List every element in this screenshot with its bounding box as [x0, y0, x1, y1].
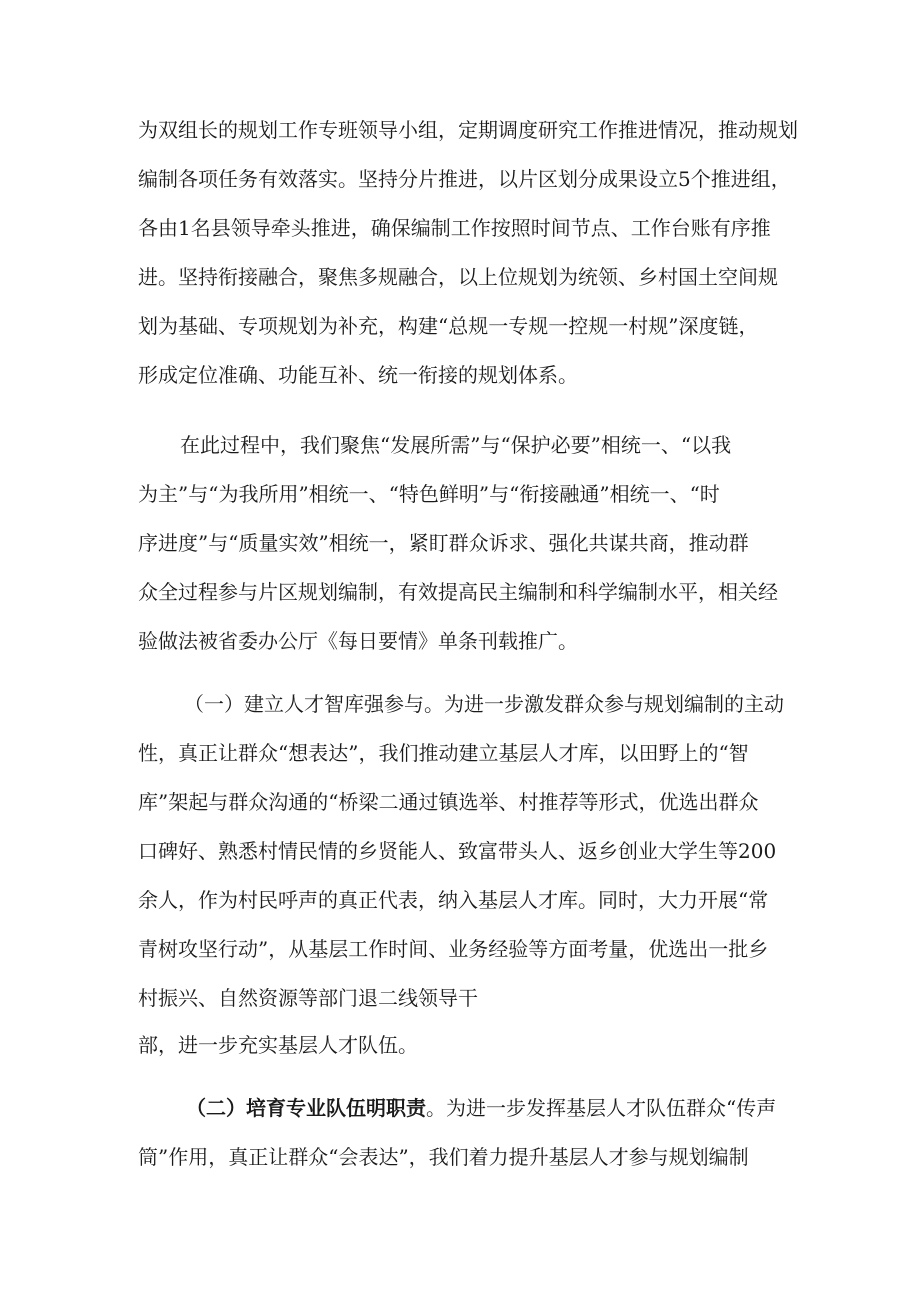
- text-line: 为双组长的规划工作专班领导小组，定期调度研究工作推进情况，推动规划: [138, 118, 798, 142]
- text-line: （一）建立人才智库强参与。为进一步激发群众参与规划编制的主动: [184, 692, 784, 716]
- text-line: 村振兴、自然资源等部门退二线领导干: [138, 986, 478, 1010]
- text-line: 口碑好、熟悉村情民情的乡贤能人、致富带头人、返乡创业大学生等200: [138, 839, 777, 863]
- text-line: 青树攻坚行动”，从基层工作时间、业务经验等方面考量，优选出一批乡: [138, 937, 769, 961]
- text-line: 筒”作用，真正让群众“会表达”，我们着力提升基层人才参与规划编制: [138, 1145, 749, 1169]
- text-line: 库”架起与群众沟通的“桥梁二通过镇选举、村推荐等形式，优选出群众: [138, 790, 759, 814]
- text-line: 编制各项任务有效落实。坚持分片推进，以片区划分成果设立5个推进组，: [138, 167, 791, 191]
- heading-continuation: 。为进一步发挥基层人才队伍群众“传声: [426, 1096, 777, 1120]
- text-line: 序进度”与“质量实效”相统一，紧盯群众诉求、强化共谋共商，推动群: [138, 531, 749, 555]
- text-line: 余人，作为村民呼声的真正代表，纳入基层人才库。同时，大力开展“常: [138, 888, 769, 912]
- section-heading: （二）培育专业队伍明职责: [186, 1096, 426, 1120]
- text-line: 性，真正让群众“想表达”，我们推动建立基层人才库，以田野上的“智: [138, 741, 749, 765]
- text-line: 在此过程中，我们聚焦“发展所需”与“保护必要”相统一、“以我: [180, 433, 732, 457]
- text-line: 各由1名县领导牵头推进，确保编制工作按照时间节点、工作台账有序推: [138, 216, 771, 240]
- text-line: 部，进一步充实基层人才队伍。: [138, 1033, 418, 1057]
- text-line: 众全过程参与片区规划编制，有效提高民主编制和科学编制水平，相关经: [138, 580, 778, 604]
- text-line: 进。坚持衔接融合，聚焦多规融合，以上位规划为统领、乡村国土空间规: [138, 265, 778, 289]
- text-line: 验做法被省委办公厅《每日要情》单条刊载推广。: [138, 629, 578, 653]
- text-line: 形成定位准确、功能互补、统一衔接的规划体系。: [138, 363, 578, 387]
- text-line: 划为基础、专项规划为补充，构建“总规一专规一控规一村规”深度链，: [138, 314, 759, 338]
- text-line: [186, 1094, 776, 1122]
- text-line: 为主”与“为我所用”相统一、“特色鲜明”与“衔接融通”相统一、“时: [138, 482, 720, 506]
